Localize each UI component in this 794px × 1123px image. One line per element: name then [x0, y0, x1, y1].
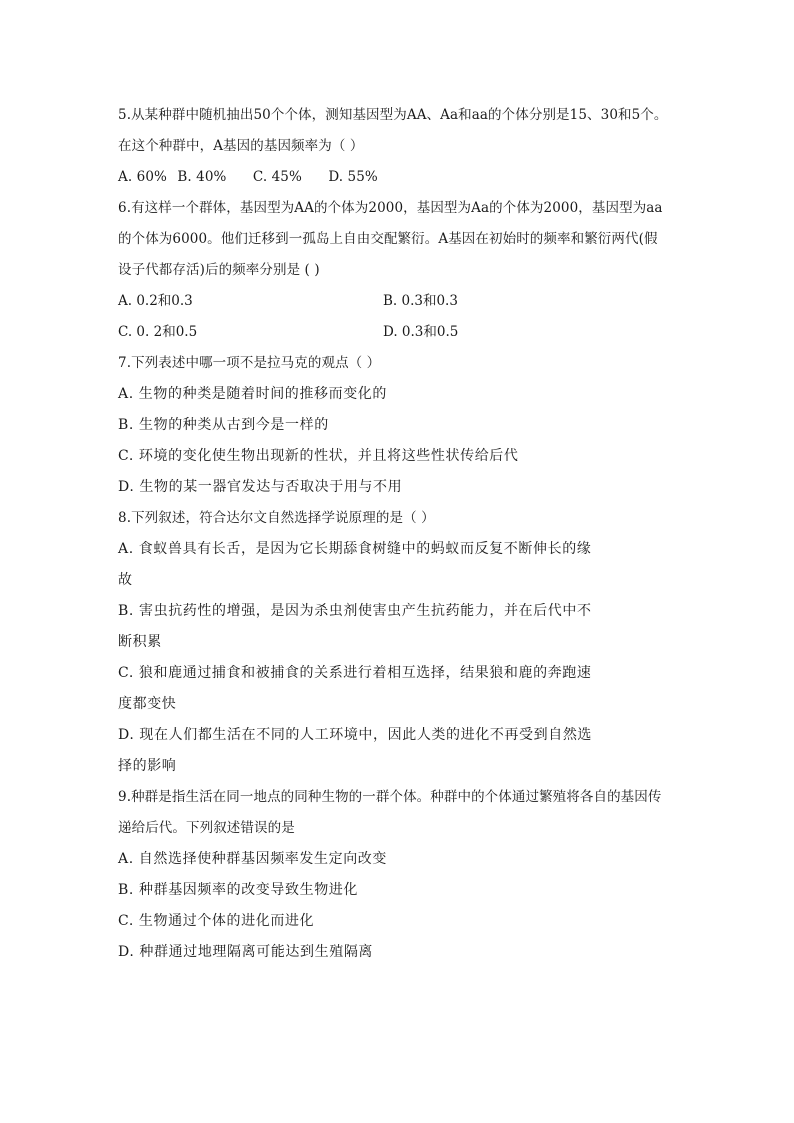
q5-option-c: C. 45% [252, 169, 302, 185]
question-6 [118, 193, 688, 348]
q6-options-row-1 [118, 286, 688, 317]
q6-stem-line-1: 6.有这样一个群体，基因型为AA的个体为2000，基因型为Aa的个体为2000，基因型为aa [118, 200, 663, 216]
q8-option-b-line-2: 断积累 [118, 634, 162, 650]
q7-option-c: C. 环境的变化使生物出现新的性状，并且将这些性状传给后代 [118, 448, 519, 464]
q7-option-b: B. 生物的种类从古到今是一样的 [118, 417, 329, 433]
q8-option-a-line-1: A. 食蚁兽具有长舌，是因为它长期舔食树缝中的蚂蚁而反复不断伸长的缘 [118, 541, 592, 557]
q8-option-b-line-1: B. 害虫抗药性的增强，是因为杀虫剂使害虫产生抗药能力，并在后代中不 [118, 603, 592, 619]
question-8 [118, 503, 688, 782]
q8-option-d-line-1: D. 现在人们都生活在不同的人工环境中，因此人类的进化不再受到自然选 [118, 727, 593, 743]
q9-option-a: A. 自然选择使种群基因频率发生定向改变 [118, 851, 388, 867]
q7-stem: 7.下列表述中哪一项不是拉马克的观点（ ） [118, 355, 381, 371]
question-7 [118, 348, 688, 503]
q5-options [118, 162, 688, 193]
q6-stem-line-3: 设子代都存活)后的频率分别是 ( ) [118, 262, 320, 278]
q9-stem-line-1: 9.种群是指生活在同一地点的同种生物的一群个体。种群中的个体通过繁殖将各自的基因传 [118, 789, 662, 805]
q6-option-c: C. 0. 2和0.5 [118, 324, 198, 340]
q6-option-b: B. 0.3和0.3 [383, 293, 458, 309]
q7-option-a: A. 生物的种类是随着时间的推移而变化的 [118, 386, 388, 402]
q5-stem-line-1: 5.从某种群中随机抽出50个个体，测知基因型为AA、Aa和aa的个体分别是15、30和5个。 [118, 107, 668, 123]
q5-option-a: A. 60% [118, 169, 167, 185]
q5-option-b: B. 40% [177, 169, 227, 185]
question-5 [118, 100, 688, 193]
question-9 [118, 782, 688, 968]
q8-option-c-line-2: 度都变快 [118, 696, 177, 712]
exam-page [118, 100, 688, 968]
q8-option-c-line-1: C. 狼和鹿通过捕食和被捕食的关系进行着相互选择，结果狼和鹿的奔跑速 [118, 665, 592, 681]
q8-option-a-line-2: 故 [118, 572, 133, 588]
q8-stem: 8.下列叙述，符合达尔文自然选择学说原理的是（ ） [118, 510, 435, 526]
q9-option-d: D. 种群通过地理隔离可能达到生殖隔离 [118, 944, 374, 960]
q6-option-a: A. 0.2和0.3 [118, 293, 193, 309]
q7-option-d: D. 生物的某一器官发达与否取决于用与不用 [118, 479, 403, 495]
q5-option-d: D. 55% [328, 169, 378, 185]
q6-option-d: D. 0.3和0.5 [383, 324, 459, 340]
q6-stem-line-2: 的个体为6000。他们迁移到一孤岛上自由交配繁衍。A基因在初始时的频率和繁衍两代(假 [118, 231, 658, 247]
q5-stem-line-2: 在这个种群中，A基因的基因频率为（ ） [118, 138, 364, 154]
q9-option-c: C. 生物通过个体的进化而进化 [118, 913, 315, 929]
q8-option-d-line-2: 择的影响 [118, 758, 177, 774]
q9-stem-line-2: 递给后代。下列叙述错误的是 [118, 820, 295, 836]
q9-option-b: B. 种群基因频率的改变导致生物进化 [118, 882, 358, 898]
q6-options-row-2 [118, 317, 688, 348]
